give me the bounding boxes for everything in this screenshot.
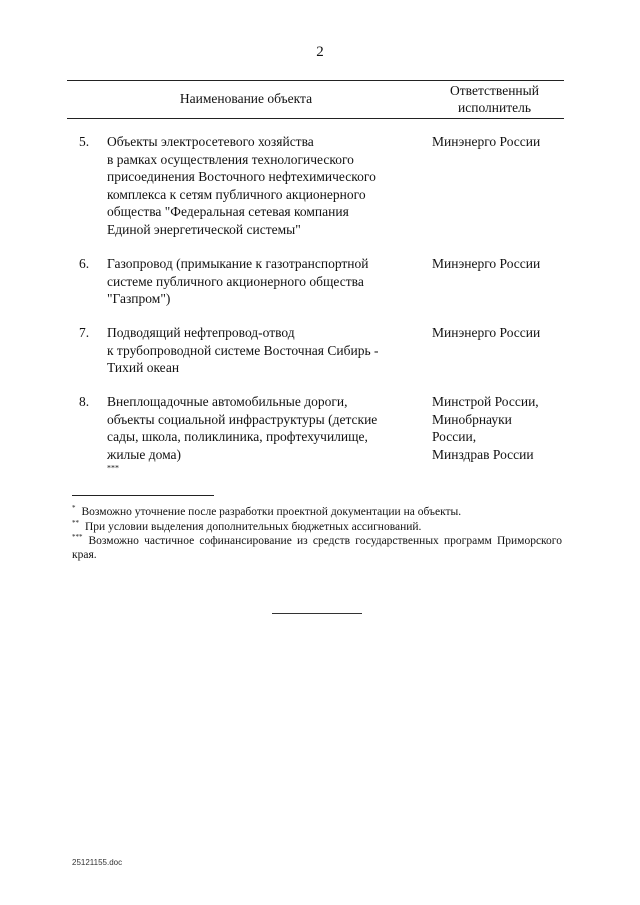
object-name-line-text: жилые дома)	[107, 446, 182, 462]
responsible-line: Минэнерго России	[432, 134, 541, 149]
responsible-line: Минстрой России,	[432, 394, 539, 409]
row-number: 5.	[79, 134, 90, 149]
table-header-top-rule	[67, 80, 564, 81]
footnote-mark: ***	[72, 533, 83, 542]
object-name-line: Подводящий нефтепровод-отвод	[107, 325, 295, 340]
row-object-name	[107, 255, 423, 308]
object-name-line: Газопровод (примыкание к газотранспортной	[107, 256, 369, 271]
column-header-responsible-line: Ответственный	[450, 83, 539, 98]
object-name-line: комплекса к сетям публичного акционерного	[107, 186, 366, 202]
table-header-bottom-rule	[67, 118, 564, 119]
footnote	[72, 505, 562, 519]
row-object-name	[107, 133, 423, 238]
footnote-text: Возможно уточнение после разработки проектной документации на объекты.	[81, 506, 462, 518]
responsible-line: Минэнерго России	[432, 256, 541, 271]
object-name-line: Объекты электросетевого хозяйства	[107, 134, 314, 149]
page-number: 2	[316, 44, 324, 60]
row-responsible	[432, 133, 572, 151]
row-number: 8.	[79, 394, 90, 409]
object-name-line: Единой энергетической системы"	[107, 221, 301, 237]
row-number: 6.	[79, 256, 90, 271]
footnote-text: При условии выделения дополнительных бюджетных ассигнований.	[85, 521, 422, 533]
document-end-rule	[272, 613, 362, 614]
column-header-object-name: Наименование объекта	[179, 91, 313, 106]
object-name-line: сады, школа, поликлиника, профтехучилище,	[107, 429, 368, 444]
object-name-line: в рамках осуществления технологического	[107, 151, 354, 167]
row-number: 7.	[79, 325, 90, 340]
responsible-line: Минобрнауки	[432, 411, 512, 427]
row-responsible	[432, 393, 572, 463]
object-name-line: "Газпром")	[107, 291, 171, 306]
object-name-line: общества "Федеральная сетевая компания	[107, 204, 349, 219]
document-filename: 25121155.doc	[72, 858, 123, 867]
footnote-reference: ***	[107, 463, 119, 473]
footnote-text: Возможно частичное софинансирование из средств государственных программ Приморского края.	[72, 535, 562, 561]
object-name-line: объекты социальной инфраструктуры (детские	[107, 411, 378, 427]
responsible-line: Минэнерго России	[432, 325, 541, 340]
footnote	[72, 520, 562, 534]
footnote	[72, 534, 562, 562]
object-name-line: к трубопроводной системе Восточная Сибирь -	[107, 342, 379, 358]
object-name-line: присоединения Восточного нефтехимического	[107, 169, 376, 184]
column-header-responsible-line: исполнитель	[458, 100, 531, 115]
object-name-line: системе публичного акционерного общества	[107, 273, 364, 289]
row-responsible	[432, 324, 572, 342]
responsible-line: России,	[432, 429, 477, 444]
object-name-line	[107, 446, 423, 481]
object-name-line: Тихий океан	[107, 360, 180, 375]
column-header-responsible	[425, 82, 564, 116]
footnote-mark: **	[72, 519, 79, 528]
footnote-separator	[72, 495, 214, 496]
object-name-line: Внеплощадочные автомобильные дороги,	[107, 394, 348, 409]
row-object-name	[107, 324, 423, 377]
row-responsible	[432, 255, 572, 273]
footnote-mark: *	[72, 504, 76, 513]
row-object-name	[107, 393, 423, 481]
responsible-line: Минздрав России	[432, 446, 534, 462]
